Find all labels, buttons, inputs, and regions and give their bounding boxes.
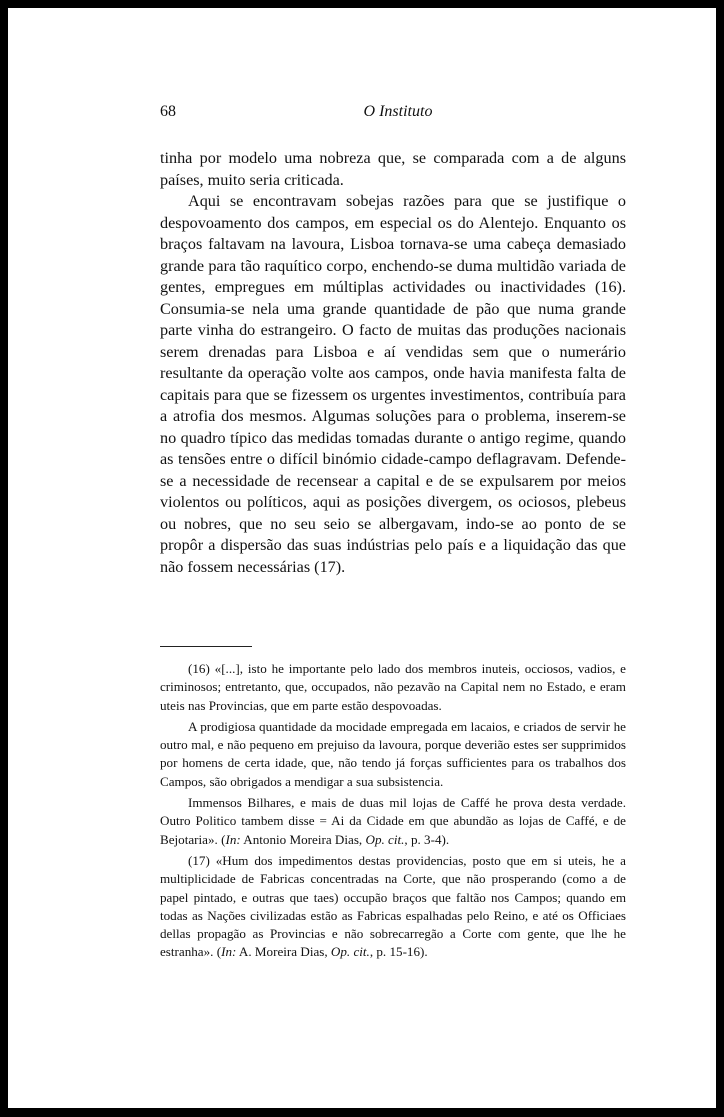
footnote-17-pages: , p. 15-16). — [369, 944, 428, 960]
footnote-17-author: A. Moreira Dias, — [236, 944, 331, 960]
footnote-separator — [160, 646, 252, 647]
footnote-17 — [160, 852, 626, 962]
footnote-16-paragraph-2: A prodigiosa quantidade da mocidade empregada em lacaios, e criados de servir he outro mal, e não pequeno em prejuiso da lavoura, porque deverião estes ser supprimidos por homens de certa idade, que, não tendo já forças sufficientes para os trabalhos dos Campos, são obrigados a mendigar a sua subsistencia. — [160, 718, 626, 789]
footnote-16-opcit: Op. cit. — [365, 831, 405, 847]
footnotes — [160, 660, 626, 962]
footnote-16-paragraph-3 — [160, 794, 626, 849]
footnote-16-in: In: — [225, 831, 241, 847]
footnote-16-paragraph-1: (16) «[...], isto he importante pelo lado dos membros inuteis, occiosos, vadios, e criminosos; entretanto, que, occupados, não pezavão na Capital nem no Estado, e eram uteis nas Provincias, que em parte estão despovoadas. — [160, 661, 626, 713]
body-paragraph-2: Aqui se encontravam sobejas razões para que se justifique o despovoamento dos campos, em especial os do Alentejo. Enquanto os braços faltavam na lavoura, Lisboa tornava-se uma cabeça demasiado grande para tão raquítico corpo, enchendo-se duma multidão variada de gentes, empregues em múltiplas actividades ou inactividades (16). Consumia-se nela uma grande quantidade de pão que numa grande parte vinha do estrangeiro. O facto de muitas das produções nacionais serem drenadas para Lisboa e aí vendidas sem que o numerário resultante da operação volte aos campos, onde havia manifesta falta de capitais para que se fizessem os urgentes investimentos, contribuía para a atrofia dos mesmos. Algumas soluções para o problema, inserem-se no quadro típico das medidas tomadas durante o antigo regime, quando as tensões entre o difícil binómio cidade-campo deflagravam. Defende-se a necessidade de recensear a capital e de se expulsarem por meios violentos ou políticos, aqui as posições divergem, os ociosos, plebeus ou nobres, que no seu seio se albergavam, indo-se ao ponto de se propôr a dispersão das suas indústrias pelo país e a liquidação das que não fossem necessárias (17). — [160, 192, 626, 576]
footnote-16-text: Immensos Bilhares, e mais de duas mil lojas de Caffé he prova desta verdade. Outro Politico tambem disse = Ai da Cidade em que abundão as lojas de Caffé, e de Bejotaria». ( — [160, 795, 626, 847]
running-title: O Instituto — [363, 103, 433, 120]
document-page — [8, 8, 716, 1108]
footnote-17-in: In: — [221, 944, 237, 960]
footnote-16-pages: , p. 3-4). — [404, 831, 450, 847]
footnote-17-opcit: Op. cit. — [330, 944, 370, 960]
page-number: 68 — [160, 103, 176, 120]
footnote-16-author: Antonio Moreira Dias, — [240, 831, 366, 847]
body-text — [160, 148, 626, 578]
footnote-17-text: (17) «Hum dos impedimentos destas providencias, posto que em si uteis, he a multiplicidade de Fabricas concentradas na Corte, que não prosperando (como a de papel pintado, e outras que taes) occupão braços que faltão nos Campos; quando em todas as Nações civilizadas estão as Fabricas espalhadas pelo Reino, e até os Officiaes dellas propagão as Provincias e não sobrecarregão a Corte com gente, que lhe he estranha». ( — [160, 852, 626, 960]
body-paragraph-1: tinha por modelo uma nobreza que, se comparada com a de alguns países, muito seria criticada. — [160, 149, 626, 189]
